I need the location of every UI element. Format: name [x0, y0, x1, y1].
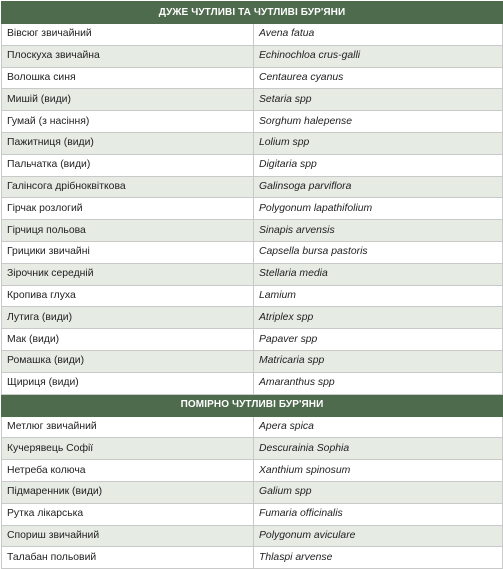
latin-name-cell: Apera spica	[254, 416, 503, 438]
common-name-cell: Грицики звичайні	[2, 241, 254, 263]
common-name-cell: Вівсюг звичайний	[2, 24, 254, 46]
table-row	[2, 416, 503, 438]
table-row	[2, 154, 503, 176]
section-header-row	[2, 394, 503, 416]
table-body	[2, 2, 503, 569]
table-row	[2, 263, 503, 285]
table-row	[2, 547, 503, 569]
common-name-cell: Волошка синя	[2, 67, 254, 89]
common-name-cell: Нетреба колюча	[2, 460, 254, 482]
latin-name-cell: Matricaria spp	[254, 350, 503, 372]
latin-name-cell: Galium spp	[254, 481, 503, 503]
latin-name-cell: Amaranthus spp	[254, 372, 503, 394]
latin-name-cell: Atriplex spp	[254, 307, 503, 329]
common-name-cell: Зірочник середній	[2, 263, 254, 285]
latin-name-cell: Lamium	[254, 285, 503, 307]
latin-name-cell: Stellaria media	[254, 263, 503, 285]
table-row	[2, 241, 503, 263]
weed-sensitivity-table	[1, 1, 503, 569]
table-row	[2, 24, 503, 46]
latin-name-cell: Setaria spp	[254, 89, 503, 111]
common-name-cell: Кропива глуха	[2, 285, 254, 307]
latin-name-cell: Thlaspi arvense	[254, 547, 503, 569]
latin-name-cell: Lolium spp	[254, 132, 503, 154]
common-name-cell: Щириця (види)	[2, 372, 254, 394]
latin-name-cell: Capsella bursa pastoris	[254, 241, 503, 263]
section-title: ДУЖЕ ЧУТЛИВІ ТА ЧУТЛИВІ БУР'ЯНИ	[2, 2, 503, 24]
table-row	[2, 89, 503, 111]
latin-name-cell: Polygonum aviculare	[254, 525, 503, 547]
latin-name-cell: Avena fatua	[254, 24, 503, 46]
common-name-cell: Пальчатка (види)	[2, 154, 254, 176]
table-row	[2, 503, 503, 525]
latin-name-cell: Descurainia Sophia	[254, 438, 503, 460]
latin-name-cell: Sinapis arvensis	[254, 220, 503, 242]
table-row	[2, 438, 503, 460]
table-row	[2, 460, 503, 482]
table-row	[2, 220, 503, 242]
common-name-cell: Підмаренник (види)	[2, 481, 254, 503]
section-title: ПОМІРНО ЧУТЛИВІ БУР'ЯНИ	[2, 394, 503, 416]
common-name-cell: Лутига (види)	[2, 307, 254, 329]
table-row	[2, 45, 503, 67]
table-row	[2, 111, 503, 133]
latin-name-cell: Xanthium spinosum	[254, 460, 503, 482]
common-name-cell: Гірчак розлогий	[2, 198, 254, 220]
table-row	[2, 372, 503, 394]
table-row	[2, 350, 503, 372]
latin-name-cell: Echinochloa crus-galli	[254, 45, 503, 67]
table-row	[2, 329, 503, 351]
common-name-cell: Талабан польовий	[2, 547, 254, 569]
latin-name-cell: Polygonum lapathifolium	[254, 198, 503, 220]
common-name-cell: Гірчиця польова	[2, 220, 254, 242]
table-row	[2, 285, 503, 307]
common-name-cell: Мишій (види)	[2, 89, 254, 111]
common-name-cell: Мак (види)	[2, 329, 254, 351]
table-row	[2, 132, 503, 154]
section-header-row	[2, 2, 503, 24]
table-row	[2, 67, 503, 89]
common-name-cell: Рутка лікарська	[2, 503, 254, 525]
common-name-cell: Спориш звичайний	[2, 525, 254, 547]
latin-name-cell: Centaurea cyanus	[254, 67, 503, 89]
common-name-cell: Метлюг звичайний	[2, 416, 254, 438]
common-name-cell: Галінсога дрібноквіткова	[2, 176, 254, 198]
table-row	[2, 525, 503, 547]
table-row	[2, 481, 503, 503]
common-name-cell: Гумай (з насіння)	[2, 111, 254, 133]
table-row	[2, 307, 503, 329]
common-name-cell: Кучерявець Софії	[2, 438, 254, 460]
table-row	[2, 198, 503, 220]
common-name-cell: Плоскуха звичайна	[2, 45, 254, 67]
table-row	[2, 176, 503, 198]
common-name-cell: Пажитниця (види)	[2, 132, 254, 154]
latin-name-cell: Sorghum halepense	[254, 111, 503, 133]
latin-name-cell: Digitaria spp	[254, 154, 503, 176]
common-name-cell: Ромашка (види)	[2, 350, 254, 372]
latin-name-cell: Fumaria officinalis	[254, 503, 503, 525]
latin-name-cell: Galinsoga parviflora	[254, 176, 503, 198]
latin-name-cell: Papaver spp	[254, 329, 503, 351]
